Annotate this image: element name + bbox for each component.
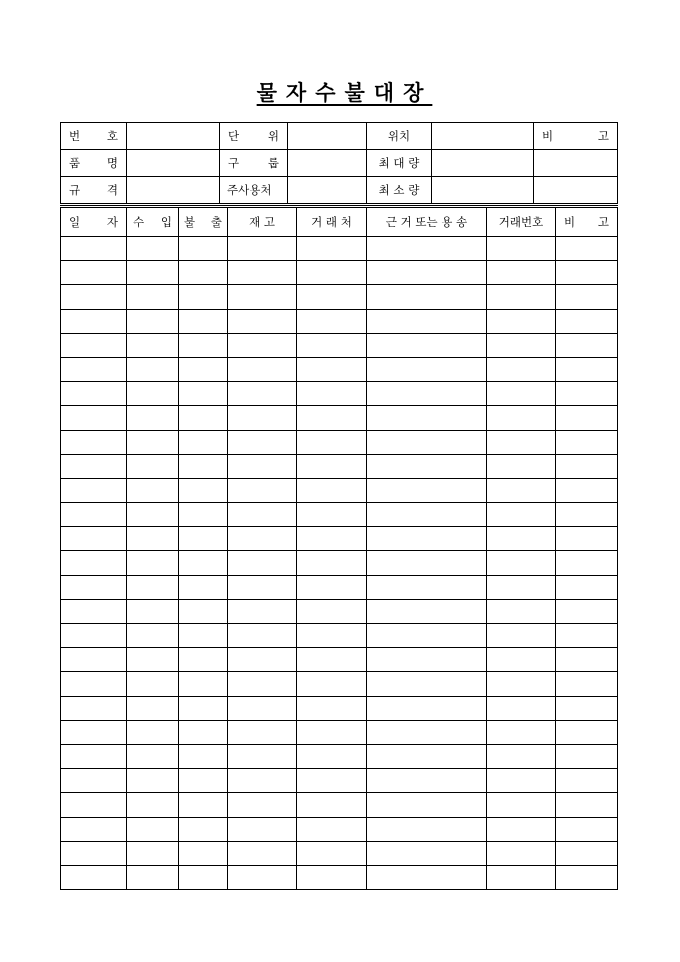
ledger-row — [61, 261, 618, 285]
ledger-cell-receipt[interactable] — [127, 382, 179, 406]
ledger-header-row — [61, 207, 618, 237]
ledger-row — [61, 793, 618, 817]
ledger-cell-receipt[interactable] — [127, 333, 179, 357]
ledger-cell-date[interactable] — [61, 841, 127, 865]
ledger-body — [61, 237, 618, 890]
ledger-cell-issue[interactable] — [179, 309, 228, 333]
ledger-cell-date[interactable] — [61, 817, 127, 841]
ledger-cell-receipt[interactable] — [127, 285, 179, 309]
ledger-cell-receipt[interactable] — [127, 478, 179, 502]
ledger-cell-issue[interactable] — [179, 575, 228, 599]
group-value[interactable] — [288, 150, 367, 177]
ledger-cell-remarks[interactable] — [556, 551, 618, 575]
ledger-cell-date[interactable] — [61, 261, 127, 285]
ledger-cell-remarks[interactable] — [556, 309, 618, 333]
ledger-cell-date[interactable] — [61, 454, 127, 478]
ledger-cell-stock[interactable] — [228, 527, 297, 551]
ledger-cell-transaction-no[interactable] — [487, 793, 556, 817]
column-header-receipt: 수 입 — [127, 207, 179, 237]
main-user-value[interactable] — [288, 177, 367, 204]
max-qty-label: 최 대 량 — [367, 150, 432, 177]
ledger-cell-date[interactable] — [61, 285, 127, 309]
ledger-cell-transaction-no[interactable] — [487, 624, 556, 648]
ledger-cell-stock[interactable] — [228, 769, 297, 793]
ledger-cell-issue[interactable] — [179, 624, 228, 648]
ledger-cell-issue[interactable] — [179, 817, 228, 841]
max-qty-value[interactable] — [432, 150, 534, 177]
ledger-cell-receipt[interactable] — [127, 599, 179, 623]
unit-label: 단 위 — [220, 123, 288, 150]
ledger-row — [61, 575, 618, 599]
ledger-row — [61, 624, 618, 648]
ledger-cell-supplier[interactable] — [297, 454, 367, 478]
ledger-cell-issue[interactable] — [179, 430, 228, 454]
ledger-cell-transaction-no[interactable] — [487, 769, 556, 793]
ledger-row — [61, 527, 618, 551]
ledger-cell-stock[interactable] — [228, 454, 297, 478]
ledger-cell-basis[interactable] — [367, 309, 487, 333]
ledger-row — [61, 769, 618, 793]
ledger-cell-issue[interactable] — [179, 841, 228, 865]
ledger-cell-receipt[interactable] — [127, 720, 179, 744]
ledger-cell-remarks[interactable] — [556, 382, 618, 406]
ledger-cell-stock[interactable] — [228, 357, 297, 381]
ledger-cell-receipt[interactable] — [127, 817, 179, 841]
ledger-cell-basis[interactable] — [367, 575, 487, 599]
ledger-cell-receipt[interactable] — [127, 357, 179, 381]
ledger-cell-issue[interactable] — [179, 793, 228, 817]
number-value[interactable] — [127, 123, 220, 150]
ledger-cell-stock[interactable] — [228, 430, 297, 454]
ledger-cell-remarks[interactable] — [556, 430, 618, 454]
ledger-cell-transaction-no[interactable] — [487, 865, 556, 889]
ledger-row — [61, 744, 618, 768]
ledger-cell-transaction-no[interactable] — [487, 841, 556, 865]
ledger-cell-remarks[interactable] — [556, 793, 618, 817]
ledger-cell-basis[interactable] — [367, 599, 487, 623]
item-info-row — [61, 123, 618, 150]
ledger-cell-transaction-no[interactable] — [487, 599, 556, 623]
ledger-cell-remarks[interactable] — [556, 769, 618, 793]
ledger-cell-stock[interactable] — [228, 720, 297, 744]
ledger-cell-date[interactable] — [61, 406, 127, 430]
ledger-row — [61, 720, 618, 744]
ledger-row — [61, 865, 618, 889]
spec-value[interactable] — [127, 177, 220, 204]
ledger-cell-receipt[interactable] — [127, 454, 179, 478]
location-value[interactable] — [432, 123, 534, 150]
ledger-row — [61, 333, 618, 357]
ledger-cell-receipt[interactable] — [127, 503, 179, 527]
ledger-cell-receipt[interactable] — [127, 793, 179, 817]
column-header-basis: 근 거 또는 용 송 — [367, 207, 487, 237]
ledger-row — [61, 454, 618, 478]
ledger-cell-remarks[interactable] — [556, 357, 618, 381]
ledger-cell-supplier[interactable] — [297, 551, 367, 575]
ledger-cell-supplier[interactable] — [297, 769, 367, 793]
ledger-cell-basis[interactable] — [367, 672, 487, 696]
min-qty-label: 최 소 량 — [367, 177, 432, 204]
ledger-cell-date[interactable] — [61, 599, 127, 623]
ledger-cell-issue[interactable] — [179, 527, 228, 551]
ledger-cell-issue[interactable] — [179, 478, 228, 502]
ledger-cell-supplier[interactable] — [297, 744, 367, 768]
ledger-cell-stock[interactable] — [228, 406, 297, 430]
ledger-cell-transaction-no[interactable] — [487, 817, 556, 841]
ledger-row — [61, 551, 618, 575]
ledger-cell-date[interactable] — [61, 744, 127, 768]
item-info-row — [61, 150, 618, 177]
ledger-cell-stock[interactable] — [228, 551, 297, 575]
ledger-cell-date[interactable] — [61, 309, 127, 333]
spec-label: 규 격 — [61, 177, 127, 204]
ledger-cell-stock[interactable] — [228, 599, 297, 623]
ledger-cell-basis[interactable] — [367, 454, 487, 478]
ledger-row — [61, 406, 618, 430]
ledger-cell-remarks[interactable] — [556, 672, 618, 696]
ledger-cell-date[interactable] — [61, 672, 127, 696]
ledger-cell-date[interactable] — [61, 527, 127, 551]
ledger-cell-remarks[interactable] — [556, 720, 618, 744]
ledger-cell-basis[interactable] — [367, 357, 487, 381]
remarks-value[interactable] — [534, 150, 618, 177]
column-header-supplier: 거 래 처 — [297, 207, 367, 237]
ledger-cell-basis[interactable] — [367, 624, 487, 648]
ledger-cell-supplier[interactable] — [297, 285, 367, 309]
ledger-cell-supplier[interactable] — [297, 648, 367, 672]
ledger-cell-supplier[interactable] — [297, 382, 367, 406]
ledger-cell-transaction-no[interactable] — [487, 261, 556, 285]
form-title-wrap — [0, 77, 680, 107]
ledger-cell-supplier[interactable] — [297, 309, 367, 333]
ledger-cell-remarks[interactable] — [556, 648, 618, 672]
ledger-cell-receipt[interactable] — [127, 406, 179, 430]
ledger-cell-transaction-no[interactable] — [487, 720, 556, 744]
ledger-cell-date[interactable] — [61, 720, 127, 744]
column-header-transaction-no: 거래번호 — [487, 207, 556, 237]
ledger-cell-remarks[interactable] — [556, 406, 618, 430]
ledger-cell-date[interactable] — [61, 237, 127, 261]
number-label: 번 호 — [61, 123, 127, 150]
ledger-cell-supplier[interactable] — [297, 720, 367, 744]
ledger-cell-receipt[interactable] — [127, 261, 179, 285]
ledger-cell-date[interactable] — [61, 865, 127, 889]
ledger-cell-transaction-no[interactable] — [487, 527, 556, 551]
ledger-cell-issue[interactable] — [179, 672, 228, 696]
ledger-cell-transaction-no[interactable] — [487, 406, 556, 430]
ledger-cell-stock[interactable] — [228, 672, 297, 696]
ledger-cell-issue[interactable] — [179, 333, 228, 357]
ledger-cell-issue[interactable] — [179, 454, 228, 478]
item-name-value[interactable] — [127, 150, 220, 177]
ledger-row — [61, 599, 618, 623]
ledger-cell-receipt[interactable] — [127, 841, 179, 865]
column-header-date: 일 자 — [61, 207, 127, 237]
ledger-cell-date[interactable] — [61, 430, 127, 454]
ledger-cell-issue[interactable] — [179, 551, 228, 575]
ledger-cell-supplier[interactable] — [297, 430, 367, 454]
ledger-cell-date[interactable] — [61, 503, 127, 527]
ledger-cell-basis[interactable] — [367, 503, 487, 527]
ledger-cell-date[interactable] — [61, 333, 127, 357]
ledger-cell-stock[interactable] — [228, 841, 297, 865]
ledger-cell-remarks[interactable] — [556, 841, 618, 865]
ledger-cell-receipt[interactable] — [127, 696, 179, 720]
ledger-cell-basis[interactable] — [367, 406, 487, 430]
ledger-cell-remarks[interactable] — [556, 503, 618, 527]
location-label: 위치 — [367, 123, 432, 150]
ledger-cell-supplier[interactable] — [297, 406, 367, 430]
ledger-cell-transaction-no[interactable] — [487, 285, 556, 309]
ledger-cell-stock[interactable] — [228, 793, 297, 817]
ledger-cell-basis[interactable] — [367, 696, 487, 720]
ledger-cell-supplier[interactable] — [297, 357, 367, 381]
ledger-cell-remarks[interactable] — [556, 333, 618, 357]
ledger-cell-supplier[interactable] — [297, 575, 367, 599]
unit-value[interactable] — [288, 123, 367, 150]
ledger-cell-stock[interactable] — [228, 478, 297, 502]
ledger-cell-basis[interactable] — [367, 430, 487, 454]
ledger-row — [61, 672, 618, 696]
ledger-cell-receipt[interactable] — [127, 769, 179, 793]
item-name-label: 품 명 — [61, 150, 127, 177]
column-header-stock: 재 고 — [228, 207, 297, 237]
ledger-cell-basis[interactable] — [367, 527, 487, 551]
form-title: 물자수불대장 — [256, 80, 433, 105]
ledger-cell-transaction-no[interactable] — [487, 696, 556, 720]
ledger-cell-receipt[interactable] — [127, 575, 179, 599]
ledger-cell-transaction-no[interactable] — [487, 478, 556, 502]
ledger-cell-stock[interactable] — [228, 648, 297, 672]
ledger-row — [61, 478, 618, 502]
ledger-cell-date[interactable] — [61, 382, 127, 406]
ledger-cell-supplier[interactable] — [297, 793, 367, 817]
ledger-row — [61, 817, 618, 841]
ledger-row — [61, 237, 618, 261]
ledger-cell-transaction-no[interactable] — [487, 551, 556, 575]
ledger-cell-remarks[interactable] — [556, 744, 618, 768]
ledger-cell-basis[interactable] — [367, 841, 487, 865]
ledger-cell-issue[interactable] — [179, 261, 228, 285]
item-info-table — [60, 122, 618, 204]
ledger-cell-date[interactable] — [61, 357, 127, 381]
ledger-cell-basis[interactable] — [367, 769, 487, 793]
ledger-cell-stock[interactable] — [228, 333, 297, 357]
ledger-cell-stock[interactable] — [228, 696, 297, 720]
ledger-cell-stock[interactable] — [228, 744, 297, 768]
ledger-cell-receipt[interactable] — [127, 672, 179, 696]
ledger-row — [61, 357, 618, 381]
ledger-cell-issue[interactable] — [179, 237, 228, 261]
ledger-row — [61, 430, 618, 454]
ledger-cell-supplier[interactable] — [297, 503, 367, 527]
ledger-cell-date[interactable] — [61, 769, 127, 793]
ledger-cell-basis[interactable] — [367, 551, 487, 575]
ledger-cell-supplier[interactable] — [297, 817, 367, 841]
ledger-cell-receipt[interactable] — [127, 648, 179, 672]
ledger-cell-issue[interactable] — [179, 406, 228, 430]
ledger-cell-basis[interactable] — [367, 720, 487, 744]
ledger-cell-basis[interactable] — [367, 865, 487, 889]
ledger-cell-remarks[interactable] — [556, 575, 618, 599]
ledger-cell-receipt[interactable] — [127, 744, 179, 768]
ledger-cell-receipt[interactable] — [127, 624, 179, 648]
ledger-cell-receipt[interactable] — [127, 527, 179, 551]
item-info-row — [61, 177, 618, 204]
ledger-cell-issue[interactable] — [179, 744, 228, 768]
ledger-cell-stock[interactable] — [228, 261, 297, 285]
ledger-cell-basis[interactable] — [367, 382, 487, 406]
ledger-cell-date[interactable] — [61, 648, 127, 672]
ledger-row — [61, 285, 618, 309]
ledger-cell-date[interactable] — [61, 624, 127, 648]
ledger-cell-remarks[interactable] — [556, 527, 618, 551]
ledger-cell-stock[interactable] — [228, 237, 297, 261]
ledger-cell-issue[interactable] — [179, 357, 228, 381]
ledger-cell-remarks[interactable] — [556, 261, 618, 285]
ledger-cell-supplier[interactable] — [297, 599, 367, 623]
ledger-cell-supplier[interactable] — [297, 865, 367, 889]
ledger-cell-stock[interactable] — [228, 624, 297, 648]
ledger-cell-transaction-no[interactable] — [487, 454, 556, 478]
remarks-value-2[interactable] — [534, 177, 618, 204]
ledger-cell-stock[interactable] — [228, 285, 297, 309]
ledger-cell-stock[interactable] — [228, 817, 297, 841]
ledger-cell-receipt[interactable] — [127, 237, 179, 261]
ledger-cell-supplier[interactable] — [297, 333, 367, 357]
ledger-cell-remarks[interactable] — [556, 624, 618, 648]
ledger-cell-receipt[interactable] — [127, 309, 179, 333]
column-header-issue: 불 출 — [179, 207, 228, 237]
ledger-cell-date[interactable] — [61, 478, 127, 502]
ledger-cell-date[interactable] — [61, 793, 127, 817]
ledger-cell-supplier[interactable] — [297, 237, 367, 261]
ledger-cell-transaction-no[interactable] — [487, 575, 556, 599]
ledger-cell-stock[interactable] — [228, 309, 297, 333]
ledger-cell-issue[interactable] — [179, 696, 228, 720]
ledger-cell-transaction-no[interactable] — [487, 333, 556, 357]
ledger-row — [61, 503, 618, 527]
remarks-label: 비 고 — [534, 123, 618, 150]
ledger-cell-stock[interactable] — [228, 503, 297, 527]
ledger-cell-basis[interactable] — [367, 333, 487, 357]
ledger-cell-stock[interactable] — [228, 382, 297, 406]
ledger-table — [60, 205, 618, 890]
ledger-cell-date[interactable] — [61, 575, 127, 599]
ledger-cell-transaction-no[interactable] — [487, 430, 556, 454]
ledger-cell-date[interactable] — [61, 696, 127, 720]
ledger-cell-issue[interactable] — [179, 503, 228, 527]
ledger-cell-remarks[interactable] — [556, 599, 618, 623]
ledger-cell-issue[interactable] — [179, 769, 228, 793]
ledger-cell-remarks[interactable] — [556, 454, 618, 478]
ledger-cell-supplier[interactable] — [297, 672, 367, 696]
ledger-cell-basis[interactable] — [367, 817, 487, 841]
ledger-cell-receipt[interactable] — [127, 865, 179, 889]
ledger-cell-date[interactable] — [61, 551, 127, 575]
ledger-cell-issue[interactable] — [179, 382, 228, 406]
ledger-cell-issue[interactable] — [179, 285, 228, 309]
ledger-cell-remarks[interactable] — [556, 237, 618, 261]
ledger-cell-transaction-no[interactable] — [487, 237, 556, 261]
ledger-row — [61, 841, 618, 865]
ledger-cell-transaction-no[interactable] — [487, 744, 556, 768]
ledger-cell-transaction-no[interactable] — [487, 309, 556, 333]
ledger-cell-remarks[interactable] — [556, 865, 618, 889]
ledger-cell-supplier[interactable] — [297, 527, 367, 551]
ledger-row — [61, 382, 618, 406]
column-header-remarks: 비 고 — [556, 207, 618, 237]
ledger-row — [61, 696, 618, 720]
ledger-cell-remarks[interactable] — [556, 285, 618, 309]
ledger-cell-supplier[interactable] — [297, 261, 367, 285]
ledger-cell-supplier[interactable] — [297, 696, 367, 720]
ledger-cell-basis[interactable] — [367, 237, 487, 261]
ledger-cell-transaction-no[interactable] — [487, 672, 556, 696]
main-user-label: 주사용처 — [220, 177, 288, 204]
ledger-cell-transaction-no[interactable] — [487, 648, 556, 672]
ledger-cell-basis[interactable] — [367, 285, 487, 309]
ledger-cell-supplier[interactable] — [297, 478, 367, 502]
ledger-cell-basis[interactable] — [367, 261, 487, 285]
ledger-cell-transaction-no[interactable] — [487, 357, 556, 381]
ledger-cell-basis[interactable] — [367, 478, 487, 502]
ledger-cell-remarks[interactable] — [556, 478, 618, 502]
ledger-cell-stock[interactable] — [228, 865, 297, 889]
ledger-cell-basis[interactable] — [367, 648, 487, 672]
ledger-cell-issue[interactable] — [179, 720, 228, 744]
ledger-cell-transaction-no[interactable] — [487, 382, 556, 406]
group-label: 구 룹 — [220, 150, 288, 177]
ledger-row — [61, 648, 618, 672]
ledger-row — [61, 309, 618, 333]
ledger-cell-issue[interactable] — [179, 599, 228, 623]
ledger-cell-supplier[interactable] — [297, 624, 367, 648]
ledger-cell-issue[interactable] — [179, 648, 228, 672]
ledger-cell-basis[interactable] — [367, 793, 487, 817]
ledger-cell-stock[interactable] — [228, 575, 297, 599]
ledger-cell-basis[interactable] — [367, 744, 487, 768]
ledger-cell-issue[interactable] — [179, 865, 228, 889]
ledger-cell-remarks[interactable] — [556, 696, 618, 720]
ledger-cell-remarks[interactable] — [556, 817, 618, 841]
min-qty-value[interactable] — [432, 177, 534, 204]
ledger-cell-transaction-no[interactable] — [487, 503, 556, 527]
ledger-cell-supplier[interactable] — [297, 841, 367, 865]
ledger-cell-receipt[interactable] — [127, 551, 179, 575]
ledger-cell-receipt[interactable] — [127, 430, 179, 454]
